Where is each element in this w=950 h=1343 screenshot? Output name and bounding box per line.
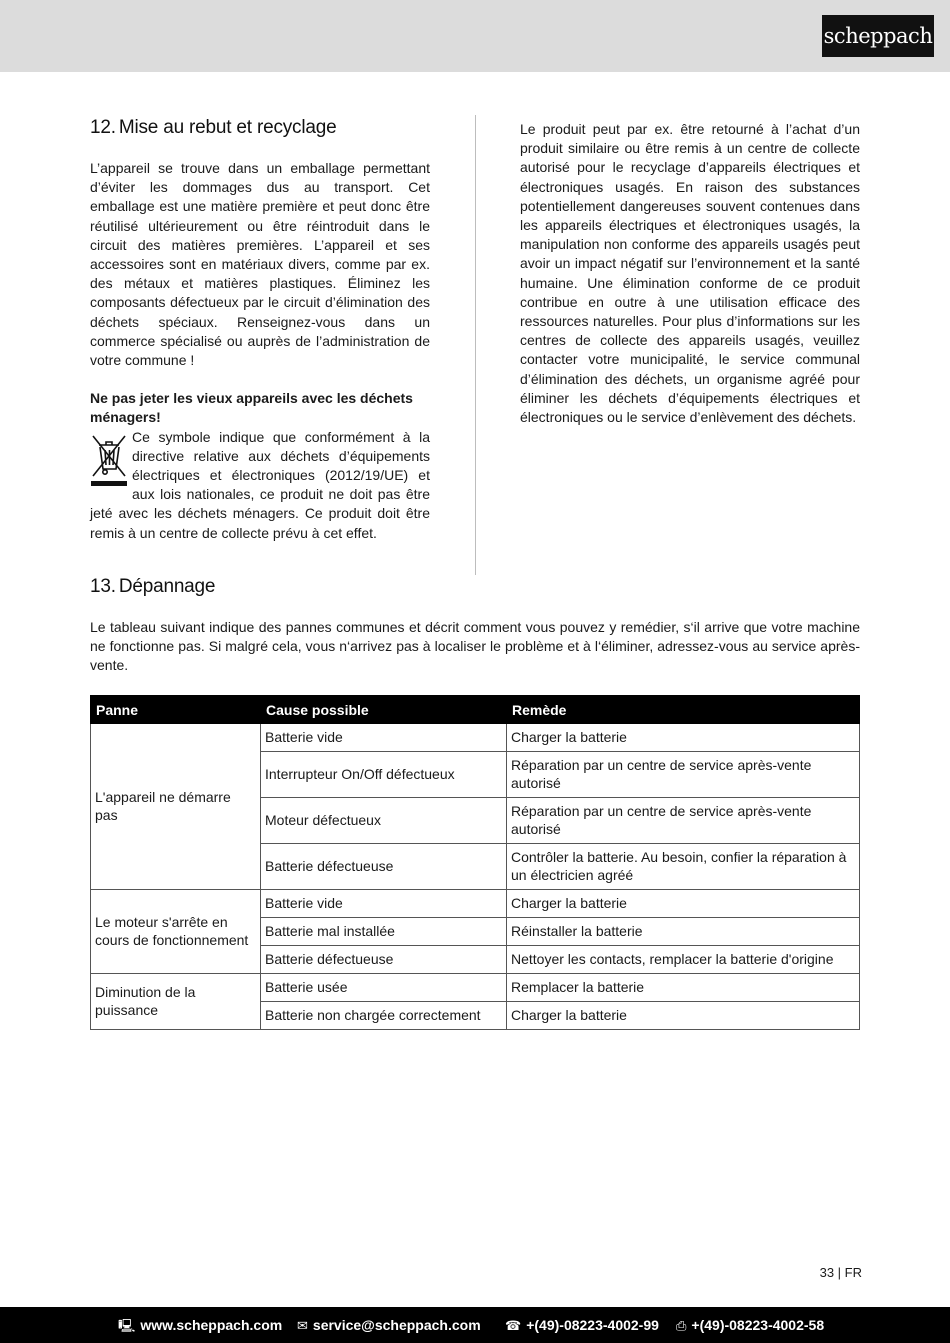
cause-cell: Interrupteur On/Off défectueux: [261, 752, 507, 798]
footer-website[interactable]: [118, 1307, 282, 1343]
remede-cell: Contrôler la batterie. Au besoin, confier la réparation à un électricien agréé: [507, 844, 860, 890]
section-12-left-column: [90, 115, 430, 543]
envelope-icon: ✉: [297, 1319, 308, 1334]
footer-fax: [676, 1307, 824, 1343]
cause-cell: Batterie défectueuse: [261, 844, 507, 890]
fax-text: +(49)-08223-4002-58: [691, 1317, 825, 1333]
weee-text: Ce symbole indique que conformément à la directive relative aux déchets d’équipements électriques et électroniques (2012/19/UE) et aux lois nationales, ce produit ne doit pas être jeté avec les déchets ménagers. Ce produit doit être remis à un centre de collecte prévu à cet effet.: [90, 428, 430, 541]
troubleshooting-table: [90, 695, 860, 1030]
phone-text: +(49)-08223-4002-99: [526, 1317, 659, 1333]
section-12-right-column: [520, 120, 860, 427]
cause-cell: Batterie défectueuse: [261, 946, 507, 974]
cause-cell: Batterie usée: [261, 974, 507, 1002]
cause-cell: Moteur défectueux: [261, 798, 507, 844]
section-13: [90, 574, 860, 676]
remede-cell: Réparation par un centre de service après-vente autorisé: [507, 798, 860, 844]
header-panne: Panne: [91, 696, 261, 724]
website-text: www.scheppach.com: [140, 1317, 283, 1333]
section-13-heading: [90, 574, 860, 600]
cause-cell: Batterie vide: [261, 890, 507, 918]
panne-cell: Le moteur s'arrête en cours de fonctionnement: [91, 890, 261, 974]
weee-notice: [90, 428, 430, 543]
section-12-number: 12.: [90, 117, 116, 138]
contact-footer: [0, 1307, 950, 1343]
section-12-heading: [90, 115, 430, 149]
remede-cell: Charger la batterie: [507, 724, 860, 752]
brand-logo: scheppach: [822, 15, 934, 57]
panne-cell: Diminution de la puissance: [91, 974, 261, 1030]
footer-email[interactable]: [297, 1307, 481, 1343]
footer-phone: [505, 1307, 659, 1343]
header-remede: Remède: [507, 696, 860, 724]
recycling-paragraph: Le produit peut par ex. être retourné à l’achat d’un produit similaire ou être remis à un centre de collecte autorisé pour le recyclage d’appareils électriques et électroniques usagés. En raison des substances potentiellement dangereuses souvent contenues dans les appareils électriques et électroniques usagés, la manipulation non conforme des appareils usagés peut avoir un impact négatif sur l’environnement et la santé humaine. Une élimination conforme de ce produit contribue en outre à une utilisation efficace des ressources naturelles. Pour plus d’informations sur les centres de collecte des appareils usagés, veuillez contacter votre municipalité, le service communal d’élimination des déchets, un organisme agréé pour éliminer les déchets d’équipements électriques et électroniques ou le service d’enlèvement des déchets.: [520, 121, 860, 426]
email-text: service@scheppach.com: [312, 1317, 481, 1333]
troubleshooting-intro: Le tableau suivant indique des pannes communes et décrit comment vous pouvez y remédier, s‘il arrive que votre machine ne fonctionne pas. Si malgré cela, vous n‘arrivez pas à localiser le problème et à l‘éliminer, adressez-vous au service après-vente.: [90, 619, 860, 674]
remede-cell: Réinstaller la batterie: [507, 918, 860, 946]
cause-cell: Batterie vide: [261, 724, 507, 752]
telephone-icon: ☎: [505, 1319, 522, 1334]
header-cause: Cause possible: [261, 696, 507, 724]
cause-cell: Batterie mal installée: [261, 918, 507, 946]
cause-cell: Batterie non chargée correctement: [261, 1002, 507, 1030]
remede-cell: Réparation par un centre de service après-vente autorisé: [507, 752, 860, 798]
column-divider: [475, 115, 476, 575]
section-13-title: Dépannage: [118, 576, 216, 597]
crossed-out-wheelie-bin-icon: [90, 432, 128, 488]
packaging-paragraph: L’appareil se trouve dans un emballage permettant d’éviter les dommages dus au transport. Cet emballage est une matière première et peut donc être réutilisé ultérieurement ou être réintroduit dans le circuit des matières premières. L’appareil et ses accessoires sont en matériaux divers, comme par ex. des métaux et matières plastiques. Éliminez les composants défectueux par le circuit d’élimination des déchets spéciaux. Renseignez-vous dans un commerce spécialisé ou auprès de l’administration de votre commune !: [90, 160, 430, 369]
table-row: [91, 890, 860, 918]
section-13-number: 13.: [90, 576, 116, 597]
table-row: [91, 724, 860, 752]
fax-icon: ⎙: [676, 1319, 687, 1334]
computer-icon: 🖳: [118, 1319, 136, 1334]
household-waste-warning: Ne pas jeter les vieux appareils avec les déchets ménagers!: [90, 390, 413, 426]
remede-cell: Charger la batterie: [507, 1002, 860, 1030]
remede-cell: Charger la batterie: [507, 890, 860, 918]
table-header-row: [91, 696, 860, 724]
table-row: [91, 974, 860, 1002]
page-number: 33 | FR: [819, 1265, 862, 1280]
panne-cell: L'appareil ne démarre pas: [91, 724, 261, 890]
remede-cell: Remplacer la batterie: [507, 974, 860, 1002]
top-header-bar: [0, 0, 950, 72]
remede-cell: Nettoyer les contacts, remplacer la batterie d'origine: [507, 946, 860, 974]
section-12-title: Mise au rebut et recyclage: [118, 117, 337, 138]
